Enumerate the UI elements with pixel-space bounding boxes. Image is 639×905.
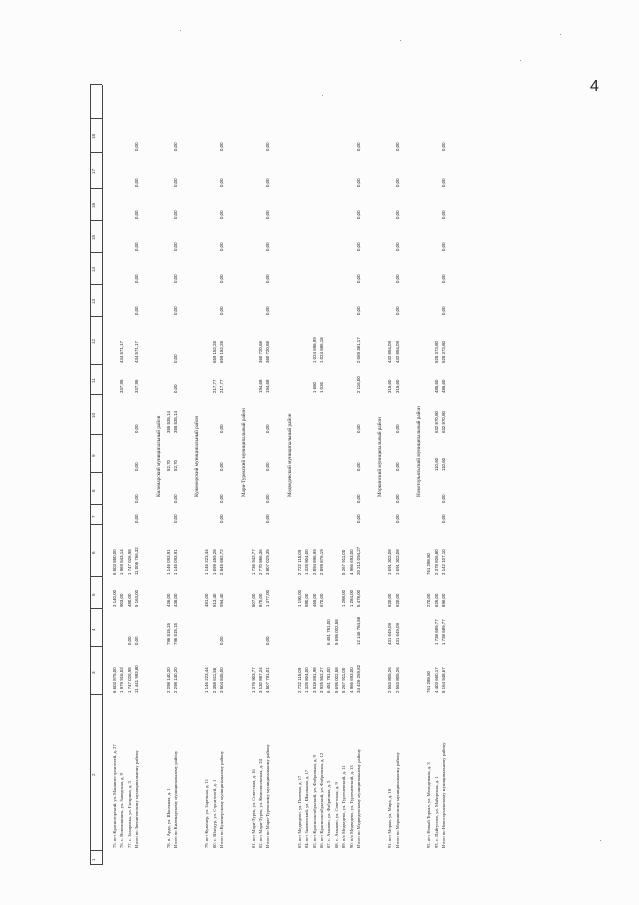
rotated-table	[90, 85, 580, 865]
table-cell-col-14: 0,00	[441, 274, 446, 283]
table-cell-col-12: 525 373,80	[433, 341, 439, 363]
table-cell-col-5: 436,00	[173, 593, 178, 607]
table-cell-col-3: 3 918 891,98	[311, 667, 317, 693]
table-cell-col-5: 1 288,00	[341, 589, 347, 607]
table-cell-col-11: 485,60	[433, 379, 439, 393]
table-cell-col-6: 2 845 682,72	[219, 549, 225, 575]
table-cell-col-5: 620,00	[387, 593, 393, 607]
table-cell-col-10: 0,00	[265, 424, 271, 433]
header-column-divider	[90, 220, 102, 221]
table-cell-col-18: 0,00	[134, 142, 140, 151]
table-cell-col-4: 5 695 002,58	[333, 619, 339, 645]
table-cell-col-14: 0,00	[219, 274, 225, 283]
table-cell-col-16: 0,00	[219, 210, 225, 219]
column-number-16: 16	[91, 202, 96, 208]
table-cell-col-5: 870,00	[258, 593, 263, 607]
table-cell-col-12: 1 024 686,18	[319, 337, 324, 363]
table-cell-col-12: 360 720,68	[258, 341, 263, 363]
district-heading: Новоторъяльский муниципальный район	[416, 406, 423, 497]
table-cell-col-3: 4 403 660,17	[433, 667, 439, 693]
row-name: 84. пгт Знаменский, ул. Школьная, д. 17	[304, 769, 310, 848]
table-cell-col-5: 5 478,00	[356, 589, 361, 607]
table-cell-col-6: 1 736 942,77	[250, 549, 256, 575]
table-cell-col-10: 632 870,80	[441, 411, 446, 433]
row-name: 82. пгт Мари-Турек, ул. Комсомольская, д. 24	[258, 759, 263, 848]
table-cell-col-5: 670,00	[319, 593, 324, 607]
column-number-1: 1	[91, 858, 96, 861]
table-cell-col-7: 0,00	[356, 514, 361, 523]
column-number-10: 10	[91, 412, 96, 418]
table-cell-col-3: 2 553 805,26	[394, 667, 400, 693]
table-cell-col-11: 315,60	[387, 379, 393, 393]
table-cell-col-3: 2 358 611,56	[211, 667, 217, 693]
table-cell-col-9: 0,00	[394, 462, 400, 471]
table-cell-col-4: 12 146 784,58	[356, 616, 361, 645]
table-cell-col-8: 0,00	[356, 494, 361, 503]
table-cell-col-12: 2 069 381,17	[356, 337, 361, 363]
table-cell-col-16: 0,00	[394, 210, 400, 219]
table-cell-col-17: 0,00	[265, 178, 271, 187]
row-name: 77. с. Захаровка, ул. Гагарина, д. 3	[126, 781, 132, 848]
district-heading: Куженерский муниципальный район	[194, 415, 201, 497]
column-number-5: 5	[91, 593, 96, 596]
table-cell-col-3: 1 747 026,98	[126, 667, 132, 693]
table-cell-col-9: 52,70	[165, 460, 171, 471]
row-name: 86. пгт Краснооктябрьский, ул. Фабричная, д. 12	[319, 752, 324, 848]
row-name: 89. п/о Медведево, ул. Тургеневский, д. 11	[341, 765, 347, 848]
column-number-13: 13	[91, 298, 96, 304]
table-cell-col-11: 315,60	[394, 379, 400, 393]
table-cell-col-5: 481,00	[204, 593, 210, 607]
header-column-divider	[90, 864, 102, 865]
table-cell-col-16: 0,00	[134, 210, 140, 219]
scan-speck	[400, 40, 401, 41]
table-cell-col-18: 0,00	[265, 142, 271, 151]
table-cell-col-5: 620,00	[394, 593, 400, 607]
table-cell-col-7: 0,00	[394, 514, 400, 523]
row-name: 90. п/о Медведево, ул. Тургеневский, д. 13	[348, 765, 354, 848]
table-cell-col-12: 434 571,17	[134, 341, 140, 363]
table-cell-col-4: 0,00	[219, 636, 225, 645]
table-cell-col-18: 0,00	[219, 142, 225, 151]
district-heading: Медведевский муниципальный район	[286, 413, 293, 497]
table-cell-col-13: 0,00	[219, 306, 225, 315]
table-cell-col-11: 337,95	[134, 379, 140, 393]
row-name: 83. пгт Медведево, ул. Полевая, д. 17	[296, 775, 302, 848]
table-cell-col-10: 355 535,14	[173, 411, 178, 433]
header-column-divider	[90, 694, 102, 695]
table-cell-col-17: 0,00	[134, 178, 140, 187]
table-cell-col-6: 761 288,50	[426, 553, 432, 575]
table-cell-col-9: 52,70	[173, 460, 178, 471]
table-cell-col-4: 431 649,09	[387, 623, 393, 645]
table-cell-col-9: 0,00	[356, 462, 361, 471]
column-number-8: 8	[91, 489, 96, 492]
table-cell-col-5: 896,00	[441, 593, 446, 607]
table-cell-col-3: 3 925 562,27	[319, 667, 324, 693]
table-cell-col-18: 0,00	[356, 142, 361, 151]
row-name: 88. с. Азаново, ул. Советская, д. 9	[333, 782, 339, 848]
page-number: 4	[590, 78, 599, 95]
table-cell-col-11: 0,00	[173, 384, 178, 393]
table-cell-col-16: 0,00	[441, 210, 446, 219]
table-cell-col-10: 355 535,14	[165, 411, 171, 433]
table-cell-col-9: 0,00	[134, 462, 140, 471]
table-cell-col-3: 761 288,50	[426, 671, 432, 693]
table-cell-col-3: 3 504 835,00	[219, 667, 225, 693]
table-cell-col-5: 903,00	[119, 593, 125, 607]
table-cell-col-6: 11 006 766,32	[134, 547, 140, 575]
table-cell-col-3: 1 979 916,53	[119, 667, 125, 693]
column-number-14: 14	[91, 266, 96, 272]
table-cell-col-5: 994,40	[219, 593, 225, 607]
table-frame	[90, 85, 580, 865]
header-column-divider	[90, 524, 102, 525]
table-cell-col-3: 6 451 781,00	[326, 667, 332, 693]
table-cell-col-3: 2 722 115,09	[296, 667, 302, 693]
header-column-divider	[90, 364, 102, 365]
scan-speck	[600, 840, 601, 841]
scan-speck	[180, 30, 181, 31]
table-cell-col-17: 0,00	[356, 178, 361, 187]
table-cell-col-13: 0,00	[265, 306, 271, 315]
table-cell-col-17: 0,00	[441, 178, 446, 187]
table-cell-col-6: 1 325 804,00	[304, 549, 310, 575]
table-cell-col-5: 3 140,00	[112, 589, 117, 607]
table-cell-col-6: 2 378 826,80	[433, 549, 439, 575]
header-column-divider	[90, 284, 102, 285]
table-cell-col-6: 4 966 693,00	[348, 549, 354, 575]
table-cell-col-11: 1 660	[311, 382, 317, 393]
table-cell-col-3: 2 298 140,20	[165, 667, 171, 693]
header-column-divider	[90, 84, 102, 85]
table-cell-col-3: 2 553 805,26	[387, 667, 393, 693]
scan-speck	[322, 95, 323, 96]
table-cell-col-3: 4 966 693,00	[348, 667, 354, 693]
table-cell-col-15: 0,00	[219, 242, 225, 251]
header-column-divider	[90, 472, 102, 473]
header-column-divider	[90, 394, 102, 395]
district-heading: Моркинский муниципальный район	[377, 417, 384, 497]
table-cell-col-6: 1 747 026,98	[126, 549, 132, 575]
table-cell-col-8: 0,00	[219, 494, 225, 503]
table-cell-col-5: 513,40	[211, 593, 217, 607]
table-cell-col-4: 1 738 689,77	[433, 619, 439, 645]
table-cell-col-6: 1 969 543,14	[119, 549, 125, 575]
row-name: Итого по Килемарскому муниципальному району	[173, 750, 178, 848]
column-number-12: 12	[91, 338, 96, 344]
table-cell-col-18: 0,00	[173, 142, 178, 151]
table-cell-col-12: 1 024 696,99	[311, 337, 317, 363]
header-column-divider	[90, 576, 102, 577]
table-cell-col-10: 632 870,80	[433, 411, 439, 433]
table-cell-col-11: 217,77	[211, 379, 217, 393]
table-cell-col-11: 194,68	[265, 379, 271, 393]
table-cell-col-12: 432 854,09	[387, 341, 393, 363]
table-cell-col-7: 0,00	[219, 514, 225, 523]
table-cell-col-8: 0,00	[134, 494, 140, 503]
table-cell-col-7: 0,00	[265, 514, 271, 523]
table-cell-col-5: 270,00	[426, 593, 432, 607]
table-cell-col-4: 6 451 781,00	[326, 619, 332, 645]
row-name: Итого по Новоторъяльскому муниципальному району	[441, 742, 446, 848]
table-cell-col-6: 1 699 459,28	[211, 549, 217, 575]
table-cell-col-11: 337,95	[119, 379, 125, 393]
header-column-divider	[90, 118, 102, 119]
table-cell-col-5: 480,00	[126, 593, 132, 607]
table-cell-col-15: 0,00	[134, 242, 140, 251]
table-cell-col-3: 5 267 911,00	[341, 667, 347, 693]
header-column-divider	[90, 850, 102, 851]
row-name: 81. пгт Мари-Турек, ул. Советская, д. 16	[250, 769, 256, 848]
table-cell-col-13: 0,00	[134, 306, 140, 315]
table-cell-col-10: 0,00	[356, 424, 361, 433]
table-cell-col-15: 0,00	[356, 242, 361, 251]
table-cell-col-14: 0,00	[265, 274, 271, 283]
table-cell-col-12: 432 854,09	[394, 341, 400, 363]
header-column-divider	[90, 316, 102, 317]
row-name: 87. с. Азаново, ул. Фабричная, д. 5	[326, 780, 332, 848]
table-cell-col-4: 0,00	[134, 636, 140, 645]
header-column-divider	[90, 646, 102, 647]
table-cell-col-6: 1 146 093,91	[165, 549, 171, 575]
column-number-17: 17	[91, 168, 96, 174]
table-cell-col-3: 5 164 948,67	[441, 667, 446, 693]
header-column-divider	[90, 152, 102, 153]
scan-speck	[560, 34, 561, 35]
table-cell-col-8: 0,00	[394, 494, 400, 503]
column-number-7: 7	[91, 515, 96, 518]
table-cell-col-17: 0,00	[394, 178, 400, 187]
table-cell-col-3: 2 298 140,20	[173, 667, 178, 693]
table-cell-col-14: 0,00	[134, 274, 140, 283]
table-cell-col-6: 6 603 850,00	[112, 549, 117, 575]
table-cell-col-3: 4 507 791,01	[265, 667, 271, 693]
table-cell-col-9: 110,60	[441, 457, 446, 471]
column-number-3: 3	[91, 671, 96, 674]
table-cell-col-14: 0,00	[356, 274, 361, 283]
header-bottom-border	[102, 85, 103, 865]
column-number-4: 4	[91, 628, 96, 631]
table-cell-col-3: 34 426 259,82	[356, 664, 361, 693]
table-cell-col-4: 1 738 689,77	[441, 619, 446, 645]
row-name: Итого по Куженерскому муниципальному району	[219, 750, 225, 848]
district-heading: Килемарский муниципальный район	[155, 415, 162, 497]
row-name: 91. пгт Морки, ул. Мира, д. 18	[387, 788, 393, 848]
row-name: Итого по Моркинскому муниципальному району	[394, 752, 400, 848]
row-name: Итого по Мари-Турекскому муниципальному району	[265, 744, 271, 848]
table-cell-col-18: 0,00	[441, 142, 446, 151]
column-number-6: 6	[91, 551, 96, 554]
table-cell-col-5: 465,00	[311, 593, 317, 607]
table-cell-col-3: 6 603 875,00	[112, 667, 117, 693]
table-cell-col-3: 3 130 887,24	[258, 667, 263, 693]
row-name: 78. п. Арда, ул. Школьная, д. 1	[165, 788, 171, 848]
table-cell-col-15: 0,00	[173, 242, 178, 251]
table-cell-col-17: 0,00	[173, 178, 178, 187]
table-cell-col-6: 2 894 896,99	[311, 549, 317, 575]
table-cell-col-18: 0,00	[394, 142, 400, 151]
table-cell-col-8: 0,00	[173, 494, 178, 503]
column-number-15: 15	[91, 234, 96, 240]
table-cell-col-4: 0,00	[126, 636, 132, 645]
table-cell-col-12: 434 571,17	[119, 341, 125, 363]
table-cell-col-6: 1 146 223,44	[204, 549, 210, 575]
table-cell-col-16: 0,00	[173, 210, 178, 219]
table-cell-col-5: 1 284,00	[348, 589, 354, 607]
table-cell-col-15: 0,00	[265, 242, 271, 251]
table-cell-col-15: 0,00	[441, 242, 446, 251]
district-heading: Мари-Турекский муниципальный район	[240, 408, 247, 497]
row-name: 79. пгт Куженер, ул. Заречная, д. 11	[204, 778, 210, 848]
table-cell-col-13: 0,00	[394, 306, 400, 315]
table-cell-col-5: 5 163,00	[134, 589, 140, 607]
header-column-divider	[90, 504, 102, 505]
table-cell-col-10: 0,00	[134, 424, 140, 433]
table-cell-col-10: 0,00	[219, 424, 225, 433]
scan-speck	[520, 60, 521, 61]
table-cell-col-5: 580,00	[304, 593, 310, 607]
column-number-18: 18	[91, 133, 96, 139]
table-cell-col-5: 507,00	[250, 593, 256, 607]
table-cell-col-9: 0,00	[219, 462, 225, 471]
table-cell-col-11: 2 116,00	[356, 376, 361, 393]
table-cell-col-8: 0,00	[441, 494, 446, 503]
table-cell-col-3: 1 146 223,44	[204, 667, 210, 693]
table-cell-col-13: 0,00	[441, 306, 446, 315]
row-name: Итого по Звениговскому муниципальному району	[134, 750, 140, 848]
table-cell-col-12: 525 373,80	[441, 341, 446, 363]
table-cell-col-6: 5 267 911,00	[341, 549, 347, 575]
row-name: 85. пгт Краснооктябрьский, ул. Фабричная, д. 9	[311, 755, 317, 848]
table-cell-col-3: 1 376 903,77	[250, 667, 256, 693]
table-cell-col-12: 659 152,28	[219, 341, 225, 363]
table-cell-col-16: 0,00	[265, 210, 271, 219]
table-cell-col-5: 626,00	[433, 593, 439, 607]
table-cell-col-7: 0,00	[441, 514, 446, 523]
table-cell-col-7: 0,00	[134, 514, 140, 523]
table-cell-col-14: 0,00	[394, 274, 400, 283]
table-cell-col-10: 0,00	[394, 424, 400, 433]
table-cell-col-6: 1 146 093,91	[173, 549, 178, 575]
table-cell-col-4: 0,00	[265, 636, 271, 645]
table-cell-col-5: 1 190,00	[296, 589, 302, 607]
row-name: 80. с. Юледур, ул. Строителей, д. 1	[211, 779, 217, 848]
table-cell-col-3: 11 441 993,80	[134, 665, 140, 693]
table-cell-col-11: 217,77	[219, 379, 225, 393]
table-cell-col-8: 0,00	[265, 494, 271, 503]
table-cell-col-9: 110,60	[433, 457, 439, 471]
row-name: 75. пгт Красногорский, ул. Машиностроителей, д. 27	[112, 744, 117, 848]
table-cell-col-6: 2 899 876,19	[319, 549, 324, 575]
table-cell-col-6: 3 142 107,10	[441, 549, 446, 575]
table-cell-col-6: 2 722 115,09	[296, 549, 302, 575]
table-cell-col-11: 485,60	[441, 379, 446, 393]
table-cell-col-12: 659 152,28	[211, 341, 217, 363]
row-name: 93. с. Пайгусово, ул. Майорская, д. 1	[433, 776, 439, 848]
header-column-divider	[90, 252, 102, 253]
table-cell-col-14: 0,00	[173, 274, 178, 283]
table-cell-col-4: 796 515,15	[165, 623, 171, 645]
table-cell-col-13: 0,00	[356, 306, 361, 315]
table-cell-col-6: 1 691 302,08	[394, 549, 400, 575]
table-cell-col-5: 1 377,00	[265, 589, 271, 607]
table-cell-col-6: 3 807 029,35	[265, 549, 271, 575]
table-cell-col-15: 0,00	[394, 242, 400, 251]
table-cell-col-6: 1 691 302,08	[387, 549, 393, 575]
table-cell-col-11: 194,68	[258, 379, 263, 393]
header-column-divider	[90, 608, 102, 609]
table-cell-col-6: 2 770 886,36	[258, 549, 263, 575]
row-name: Итого по Медведевскому муниципальному району	[356, 748, 361, 848]
table-cell-col-13: 0,00	[173, 306, 178, 315]
row-name: 92. пгт Новый Торъял, ул. Молодежная, д. 3	[426, 762, 432, 848]
table-cell-col-16: 0,00	[356, 210, 361, 219]
table-cell-col-12: 360 720,68	[265, 341, 271, 363]
header-column-divider	[90, 188, 102, 189]
row-name: 76. с. Новоаннинск, ул. Заводская, д. 9	[119, 773, 125, 848]
table-cell-col-4: 796 515,15	[173, 623, 178, 645]
table-cell-col-3: 1 325 804,00	[304, 667, 310, 693]
table-cell-col-9: 0,00	[265, 462, 271, 471]
table-cell-col-4: 431 649,09	[394, 623, 400, 645]
table-cell-col-6: 20 212 094,27	[356, 546, 361, 575]
table-cell-col-17: 0,00	[219, 178, 225, 187]
table-cell-col-5: 436,00	[165, 593, 171, 607]
column-number-9: 9	[91, 454, 96, 457]
table-cell-col-11: 1 036	[319, 382, 324, 393]
column-number-11: 11	[91, 378, 96, 383]
table-cell-col-7: 0,00	[173, 514, 178, 523]
table-cell-col-12: 0,00	[173, 354, 178, 363]
header-column-divider	[90, 434, 102, 435]
column-number-2: 2	[91, 773, 96, 776]
table-cell-col-3: 5 695 002,58	[333, 667, 339, 693]
